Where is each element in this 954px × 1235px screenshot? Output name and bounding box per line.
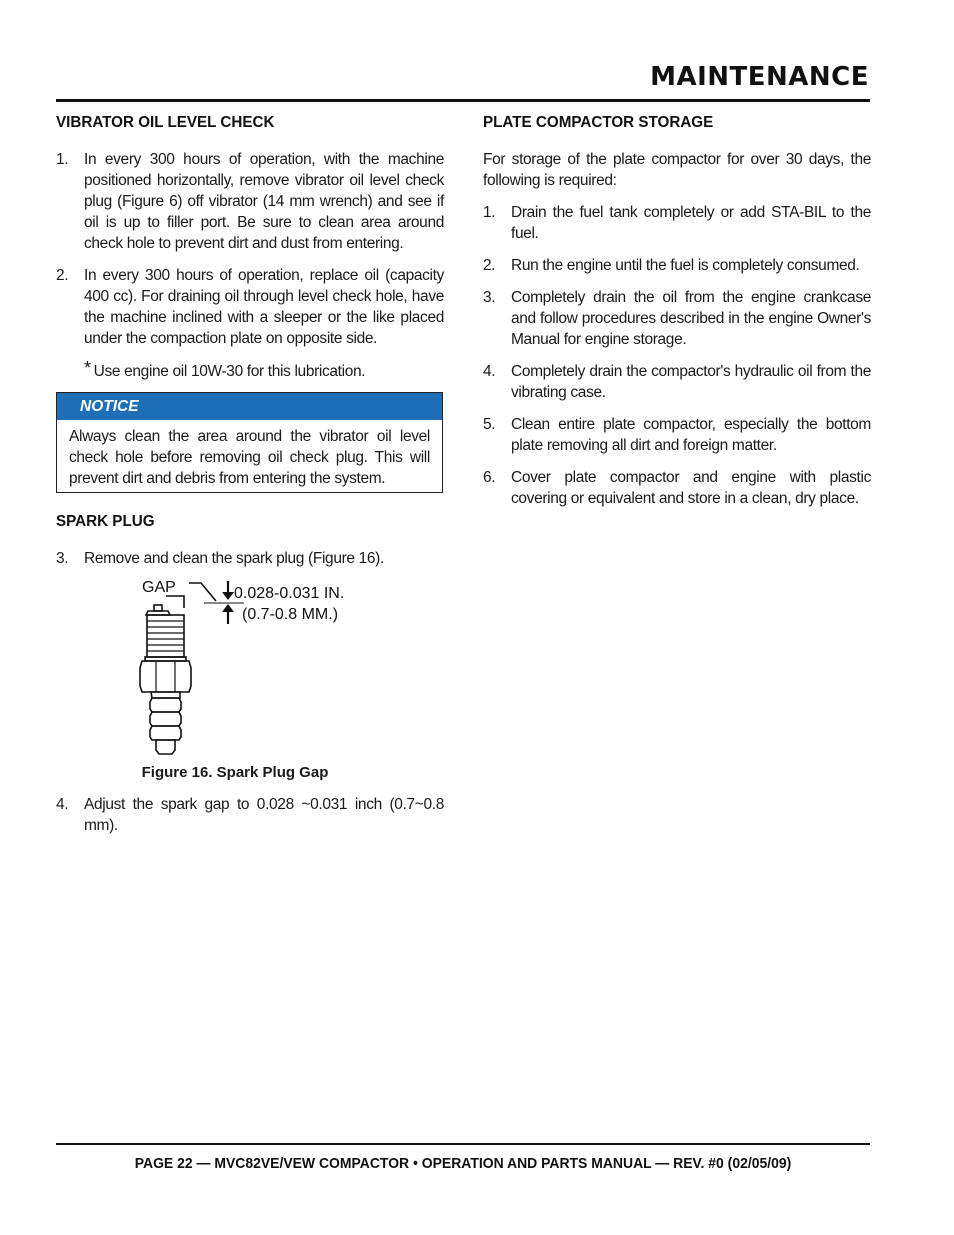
ground-electrode: [166, 596, 184, 608]
left-column: [56, 114, 444, 847]
spark-plug-steps-continued: [56, 794, 444, 836]
step-number: 5.: [483, 416, 496, 433]
step-text: In every 300 hours of operation, with the machine positioned horizontally, remove vibrator oil level check plug (Figure 6) off vibrator (14 mm wrench) and see if oil is up to filler port. Be sure to clean area around check hole to prevent dirt and dust from entering.: [84, 151, 444, 252]
oil-note-text: Use engine oil 10W-30 for this lubrication.: [93, 363, 366, 380]
right-column: [483, 114, 871, 520]
arrow-up-icon: [222, 604, 234, 612]
notice-text: Always clean the area around the vibrator oil level check hole before removing oil check plug. This will prevent dirt and debris from entering the system.: [69, 428, 430, 487]
step-number: 1.: [483, 204, 496, 221]
step-text: Clean entire plate compactor, especially the bottom plate removing all dirt and foreign matter.: [511, 416, 871, 454]
step-text: In every 300 hours of operation, replace oil (capacity 400 cc). For draining oil through level check hole, have the machine inclined with a sleeper or the like placed under the compaction plate on opposite side.: [84, 267, 444, 347]
center-electrode: [154, 605, 162, 611]
list-item: [56, 548, 444, 569]
list-item: [56, 149, 444, 254]
step-number: 1.: [56, 151, 69, 168]
spark-plug-heading: SPARK PLUG: [56, 513, 155, 530]
header-rule: [56, 99, 870, 102]
step-text: Completely drain the compactor's hydraulic oil from the vibrating case.: [511, 363, 871, 401]
list-item: [483, 414, 871, 456]
gap-label: GAP: [142, 579, 176, 596]
figure-caption: Figure 16. Spark Plug Gap: [141, 764, 329, 781]
step-number: 4.: [56, 796, 69, 813]
hex-nut: [140, 661, 191, 692]
footer-rule: [56, 1143, 870, 1145]
list-item: [483, 467, 871, 509]
list-item: [56, 794, 444, 836]
storage-intro: For storage of the plate compactor for over 30 days, the following is required:: [483, 151, 871, 189]
list-item: [483, 255, 871, 276]
gap-leader-line: [189, 583, 216, 601]
step-text: Cover plate compactor and engine with plastic covering or equivalent and store in a clean, dry place.: [511, 469, 871, 507]
gap-inches-label: 0.028-0.031 IN.: [234, 585, 345, 602]
arrow-down-icon: [222, 592, 234, 600]
storage-heading: PLATE COMPACTOR STORAGE: [483, 114, 714, 131]
step-number: 2.: [56, 267, 69, 284]
notice-box: [56, 392, 443, 493]
step-number: 6.: [483, 469, 496, 486]
step-number: 4.: [483, 363, 496, 380]
step-text: Remove and clean the spark plug (Figure 16).: [84, 550, 384, 567]
step-number: 3.: [483, 289, 496, 306]
step-number: 3.: [56, 550, 69, 567]
gap-mm-label: (0.7-0.8 MM.): [242, 606, 339, 623]
list-item: [483, 287, 871, 350]
vibrator-oil-heading: VIBRATOR OIL LEVEL CHECK: [56, 114, 275, 131]
spark-plug-illustration: [56, 578, 444, 763]
vibrator-oil-steps: [56, 149, 444, 349]
list-item: [483, 202, 871, 244]
list-item: [56, 265, 444, 349]
page-title: MAINTENANCE: [650, 62, 869, 92]
step-text: Run the engine until the fuel is completely consumed.: [511, 257, 860, 274]
storage-steps: [483, 202, 871, 509]
step-text: Adjust the spark gap to 0.028 ~0.031 inch (0.7~0.8 mm).: [84, 796, 444, 834]
oil-note: [56, 358, 444, 382]
spark-plug-steps: [56, 548, 444, 569]
step-text: Drain the fuel tank completely or add STA-BIL to the fuel.: [511, 204, 871, 242]
step-text: Completely drain the oil from the engine crankcase and follow procedures described in the engine Owner's Manual for engine storage.: [511, 289, 871, 348]
notice-label: NOTICE: [57, 393, 442, 420]
step-number: 2.: [483, 257, 496, 274]
page-footer: PAGE 22 — MVC82VE/VEW COMPACTOR • OPERATION AND PARTS MANUAL — REV. #0 (02/05/09): [134, 1155, 792, 1172]
spark-plug-figure: [56, 578, 444, 763]
asterisk-mark: *: [84, 358, 91, 378]
list-item: [483, 361, 871, 403]
